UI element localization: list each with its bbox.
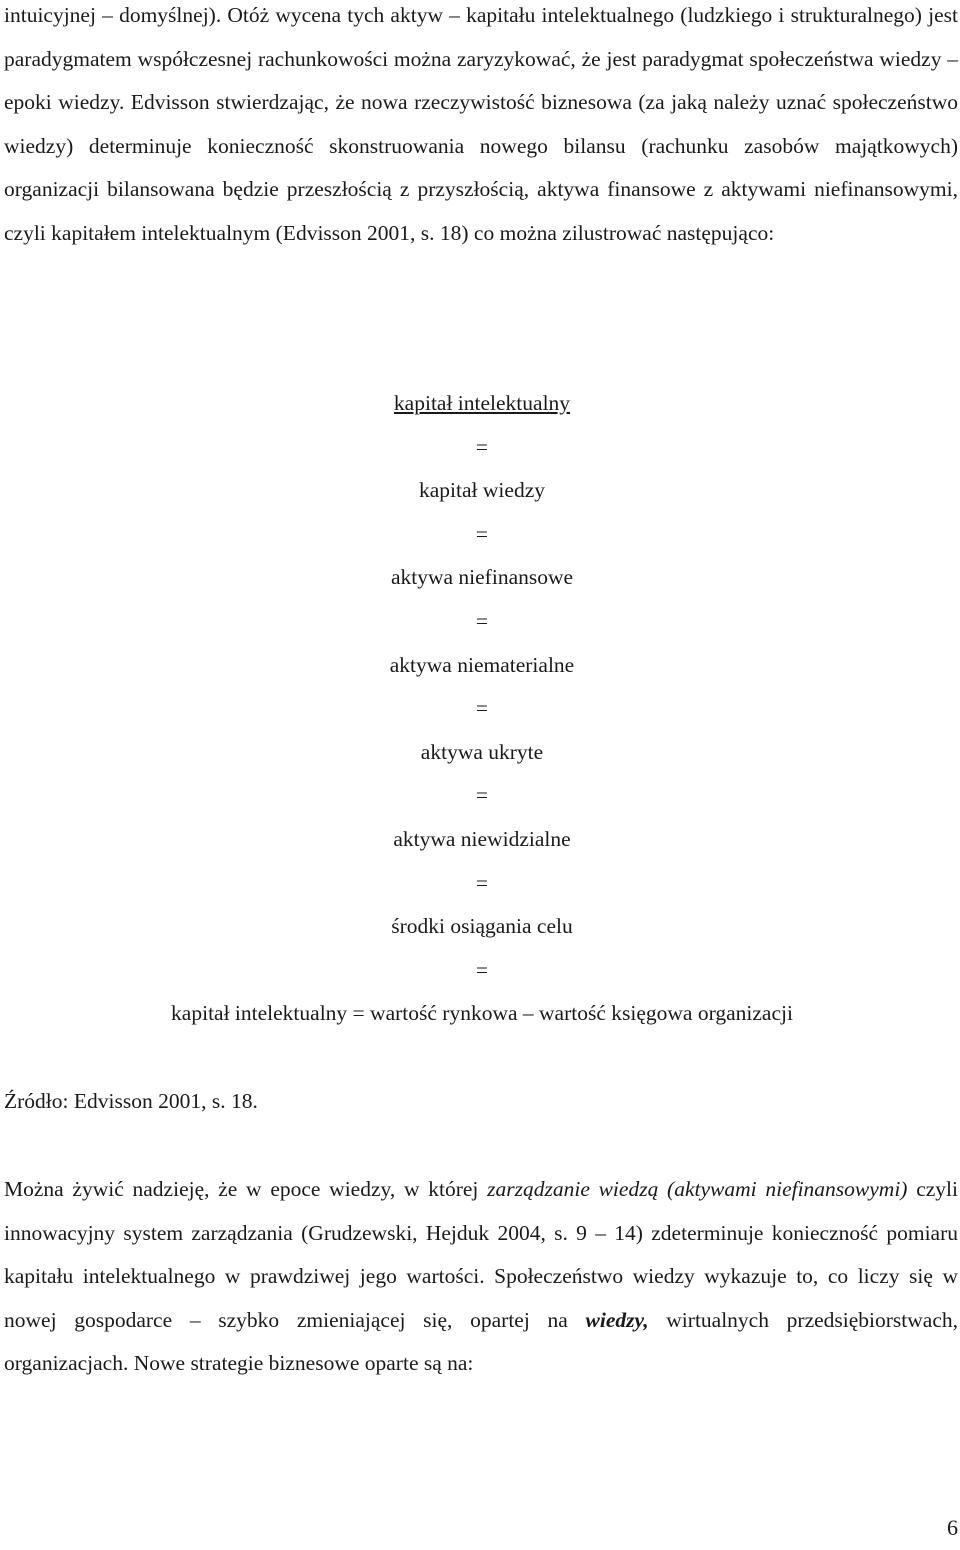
equals-sign: = [475,608,489,633]
equals-sign: = [475,870,489,895]
equation-line-means-of-achieving-goal: środki osiągania celu [391,914,573,939]
source-citation: Źródło: Edvisson 2001, s. 18. [4,1089,258,1113]
paragraph2-bold-italic-word: wiedzy, [585,1307,649,1332]
equation-line-hidden-assets: aktywa ukryte [420,739,544,764]
paragraph2-text-part1: Można żywić nadzieję, że w epoce wiedzy, w której [4,1177,488,1201]
paragraph2-text-part2: czyli innowacyjny system zarządzania (Grudzewski, Hejduk 2004, s. 9 – 14) zdeterminuje konieczność pomiaru kapitału intelektualnego w prawdziwej jego wartości. Społeczeństwo wiedzy wykazuje to, co liczy się w nowej gospodarce – szybko zmieniającej się, opartej na [4,1177,958,1332]
equation-line-intellectual-capital: kapitał intelektualny [393,391,571,415]
body-paragraph-1: intuicyjnej – domyślnej). Otóż wycena tych aktyw – kapitału intelektualnego (ludzkiego i strukturalnego) jest paradygmatem współczesnej rachunkowości można zaryzykować, że jest paradygmat społeczeństwa wiedzy – epoki wiedzy. Edvisson stwierdzając, że nowa rzeczywistość biznesowa (za jaką należy uznać społeczeństwo wiedzy) determinuje konieczność skonstruowania nowego bilansu (rachunku zasobów majątkowych) organizacji bilansowana będzie przeszłością z przyszłością, aktywa finansowe z aktywami niefinansowymi, czyli kapitałem intelektualnym (Edvisson 2001, s. 18) co można zilustrować następująco: [4,3,958,245]
page-number: 6 [947,1515,958,1540]
body-paragraph-2 [4,1168,958,1386]
equation-line-knowledge-capital: kapitał wiedzy [419,478,545,503]
equals-sign: = [475,434,489,459]
equation-block [0,382,960,1036]
paragraph2-text-part3: wirtualnych przedsiębiorstwach, organizacjach. Nowe strategie biznesowe oparte są na: [4,1307,959,1376]
paragraph2-italic-phrase: zarządzanie wiedzą (aktywami niefinansowymi) [487,1177,908,1201]
equals-sign: = [475,521,489,546]
equals-sign: = [475,957,489,982]
equation-line-nonfinancial-assets: aktywa niefinansowe [390,565,574,590]
equation-line-invisible-assets: aktywa niewidzialne [393,826,571,851]
equation-line-final-formula: kapitał intelektualny = wartość rynkowa – wartość księgowa organizacji [171,1001,793,1026]
equation-line-intangible-assets: aktywa niematerialne [389,652,575,677]
equals-sign: = [475,696,489,721]
equals-sign: = [475,783,489,808]
